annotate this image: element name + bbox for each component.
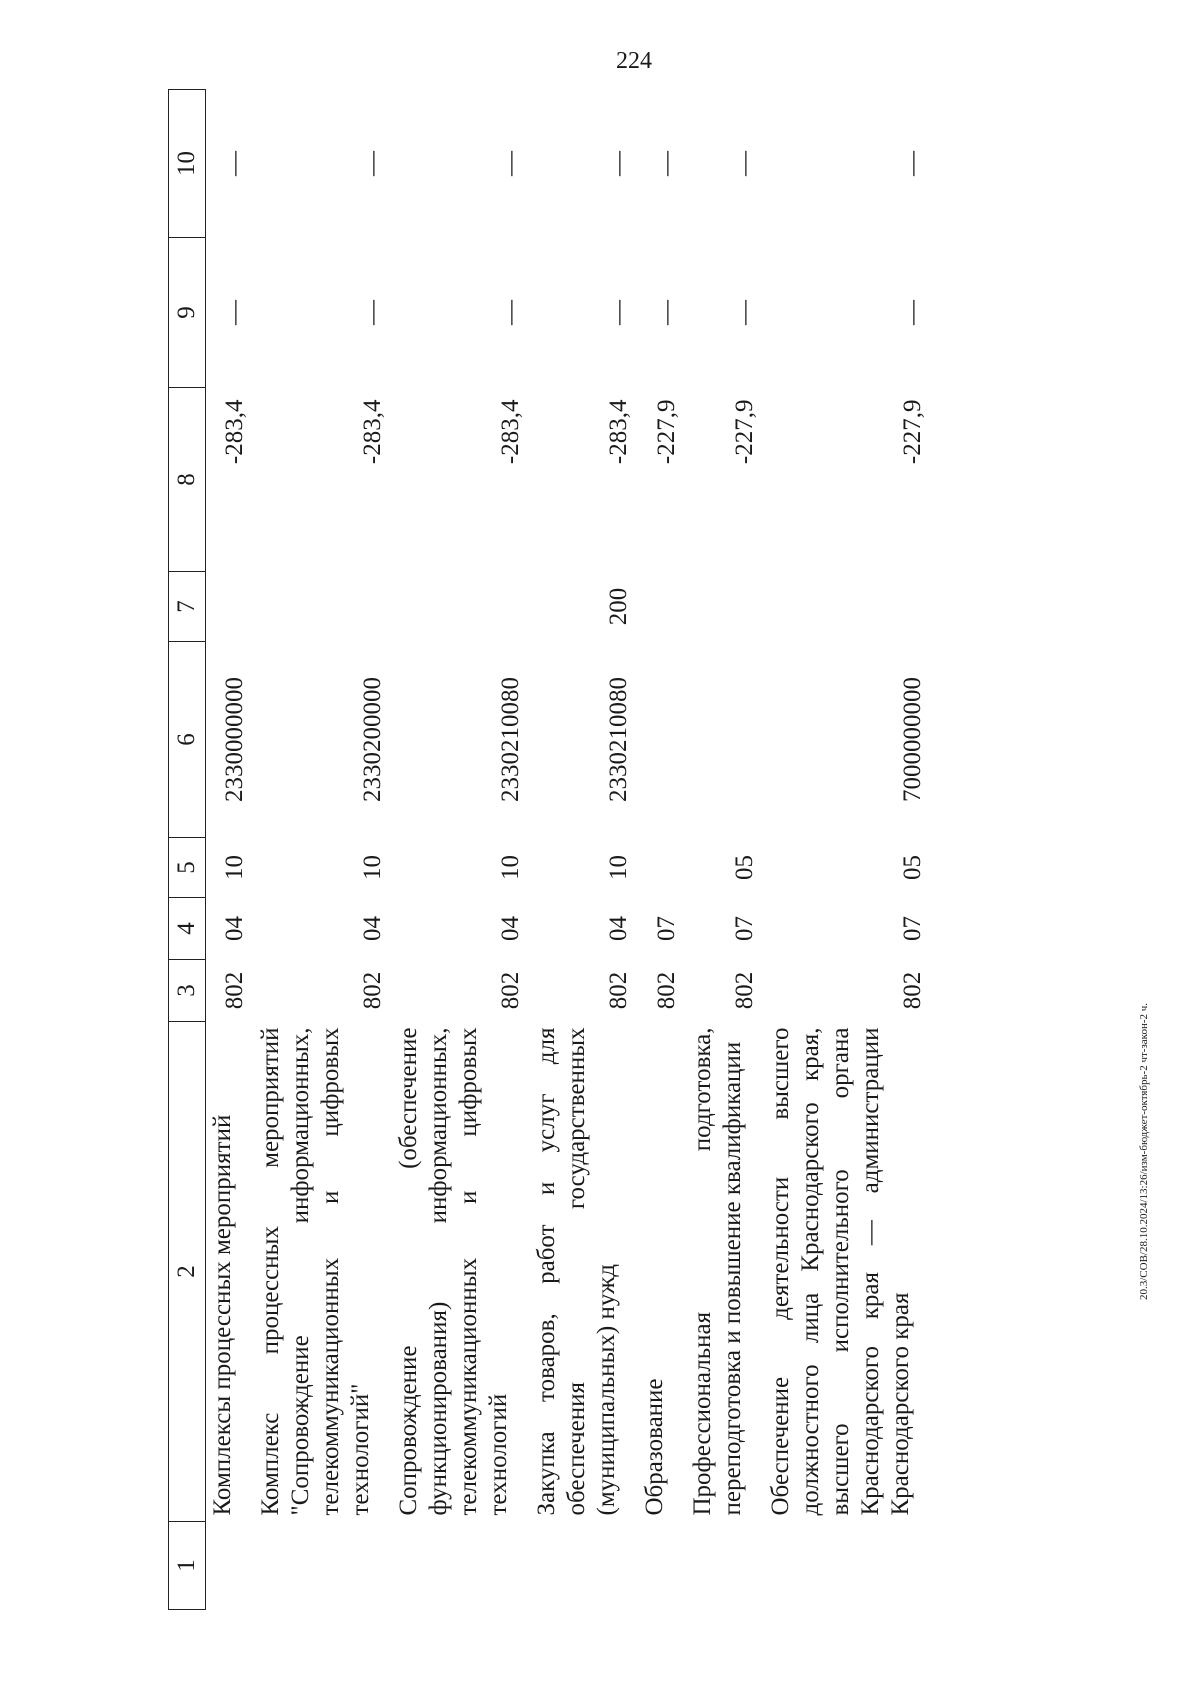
header-col-6: 6 [169,642,206,838]
cell-ministry-code: 802 [731,971,758,1010]
cell-ministry-code: 802 [359,971,386,1010]
cell-target-article: 7000000000 [899,677,926,802]
header-col-4: 4 [169,898,206,960]
cell-ministry-code: 802 [221,971,248,1010]
cell-subsection: 05 [731,855,758,880]
table-row [638,90,686,1610]
header-col-1: 1 [169,1522,206,1610]
cell-col10: — [359,151,386,176]
cell-amount: -227,9 [731,399,758,465]
cell-index [764,1522,932,1610]
cell-description: Сопровождение (обеспечение функционирования) информационных, телекоммуникационных и цифровых технологий [395,1027,512,1516]
cell-expense-type [764,572,932,642]
budget-table [168,89,932,1610]
cell-description: Комплекс процессных мероприятий "Сопровождение информационных, телекоммуникационных и цифровых технологий" [257,1027,374,1516]
document-footer-code: 20.3/СОВ/28.10.2024/13:26/изм-бюджет-октябрь-2 чт-закон-2 ч. [1138,1002,1150,1300]
cell-section: 07 [899,916,926,941]
header-col-3: 3 [169,960,206,1022]
table-row [254,90,392,1610]
cell-amount: -283,4 [605,399,632,465]
cell-section: 07 [731,916,758,941]
cell-target-article [686,642,764,838]
cell-col10: — [653,151,680,176]
cell-index [206,1522,255,1610]
table-row [764,90,932,1610]
cell-col9: — [359,300,386,325]
cell-col9: — [653,300,680,325]
cell-subsection [638,838,686,898]
cell-ministry-code: 802 [653,971,680,1010]
cell-col10: — [221,151,248,176]
cell-col10: — [497,151,524,176]
cell-amount: -283,4 [221,399,248,465]
cell-section: 04 [605,916,632,941]
cell-section: 07 [653,916,680,941]
cell-amount: -283,4 [359,399,386,465]
cell-amount: -283,4 [497,399,524,465]
header-col-2: 2 [169,1022,206,1522]
cell-description: Закупка товаров, работ и услуг для обеспечения государственных (муниципальных) нужд [533,1027,620,1516]
cell-ministry-code: 802 [605,971,632,1010]
cell-expense-type [686,572,764,642]
cell-description: Комплексы процессных мероприятий [209,1114,236,1516]
cell-col10: — [899,151,926,176]
cell-target-article: 2330210080 [497,677,524,802]
cell-description: Обеспечение деятельности высшего должностного лица Краснодарского края, высшего исполнительного органа Краснодарского края — администрации Краснодарского края [767,1027,914,1516]
rotated-table-container [168,90,1178,1610]
cell-index [254,1522,392,1610]
cell-col9: — [605,300,632,325]
cell-expense-type [254,572,392,642]
cell-col10: — [731,151,758,176]
table-row [530,90,638,1610]
cell-target-article: 2330210080 [605,677,632,802]
cell-subsection: 10 [359,855,386,880]
header-col-7: 7 [169,572,206,642]
cell-expense-type [638,572,686,642]
cell-subsection: 10 [221,855,248,880]
cell-index [638,1522,686,1610]
header-col-9: 9 [169,238,206,388]
cell-section: 04 [221,916,248,941]
cell-col9: — [731,300,758,325]
table-row [206,90,255,1610]
cell-section: 04 [497,916,524,941]
cell-expense-type [392,572,530,642]
table-row [392,90,530,1610]
cell-expense-type [206,572,255,642]
cell-index [392,1522,530,1610]
table-header-row [169,90,206,1610]
cell-col9: — [221,300,248,325]
header-col-8: 8 [169,388,206,572]
cell-target-article [638,642,686,838]
cell-target-article: 2330200000 [359,677,386,802]
cell-section: 04 [359,916,386,941]
cell-description: Образование [641,1378,668,1516]
cell-subsection: 10 [605,855,632,880]
cell-expense-type: 200 [605,587,632,626]
cell-amount: -227,9 [899,399,926,465]
header-col-5: 5 [169,838,206,898]
cell-col9: — [497,300,524,325]
cell-ministry-code: 802 [497,971,524,1010]
cell-index [530,1522,638,1610]
cell-col9: — [899,300,926,325]
cell-subsection: 10 [497,855,524,880]
cell-subsection: 05 [899,855,926,880]
cell-amount: -227,9 [653,399,680,465]
header-col-10: 10 [169,90,206,238]
cell-description: Профессиональная подготовка, переподготовка и повышение квалификации [689,1027,746,1516]
cell-target-article: 2330000000 [221,677,248,802]
page-number: 224 [616,48,652,74]
cell-index [686,1522,764,1610]
table-row [686,90,764,1610]
cell-ministry-code: 802 [899,971,926,1010]
cell-col10: — [605,151,632,176]
